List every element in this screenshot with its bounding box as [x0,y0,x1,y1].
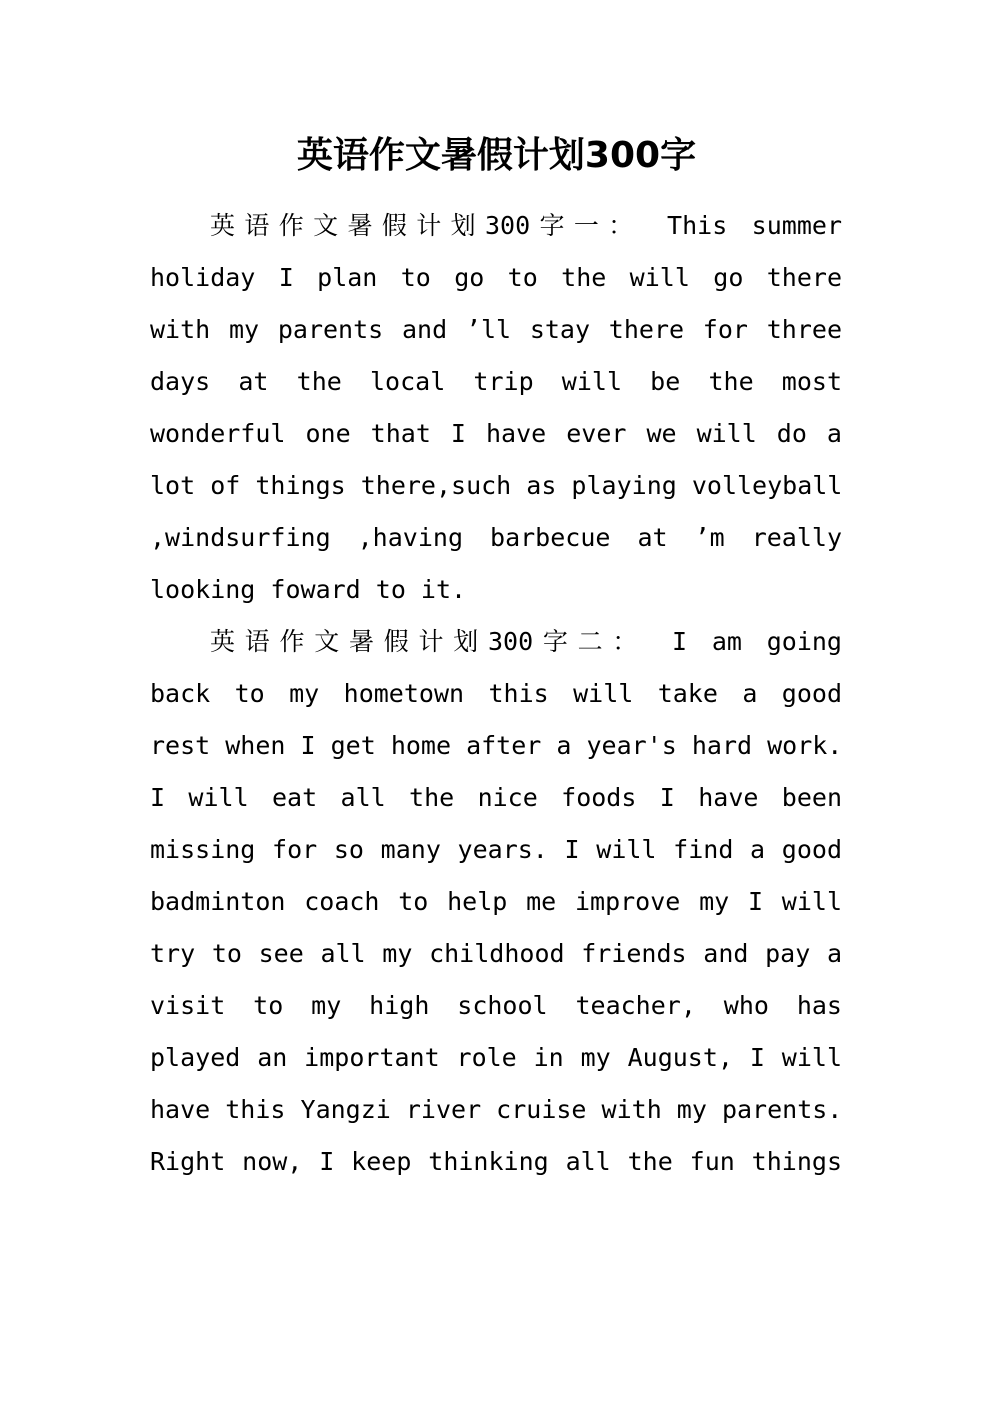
paragraph-line: ,windsurfing ,having barbecue at ’m really [150,523,842,552]
paragraph-line: lot of things there,such as playing volleyball [150,471,842,500]
paragraph-line: holiday I plan to go to the will go there [150,263,842,292]
paragraph-line: badminton coach to help me improve my I will [150,887,842,916]
paragraph-line: missing for so many years. I will find a good [150,835,842,864]
paragraph-line: played an important role in my August, I will [150,1043,842,1072]
paragraph-line: with my parents and ’ll stay there for three [150,315,842,344]
paragraph-two [150,616,842,1188]
paragraph-line: looking foward to it. [150,575,467,604]
paragraph-line: wonderful one that I have ever we will do a [150,419,842,448]
paragraph-line: days at the local trip will be the most [150,367,842,396]
paragraph-line: back to my hometown this will take a good [150,679,842,708]
paragraph-line: rest when I get home after a year's hard work. [150,731,842,760]
paragraph-line: 英语作文暑假计划300字二： I am going [210,627,842,656]
paragraph-one [150,200,842,616]
document-title: 英语作文暑假计划300字 [296,135,697,176]
paragraph-line: visit to my high school teacher, who has [150,991,842,1020]
paragraph-line: have this Yangzi river cruise with my parents. [150,1095,842,1124]
paragraph-line: Right now, I keep thinking all the fun things [150,1147,842,1176]
paragraph-line: try to see all my childhood friends and pay a [150,939,842,968]
paragraph-line: 英语作文暑假计划300字一： This summer [210,211,842,240]
paragraph-line: I will eat all the nice foods I have been [150,783,842,812]
